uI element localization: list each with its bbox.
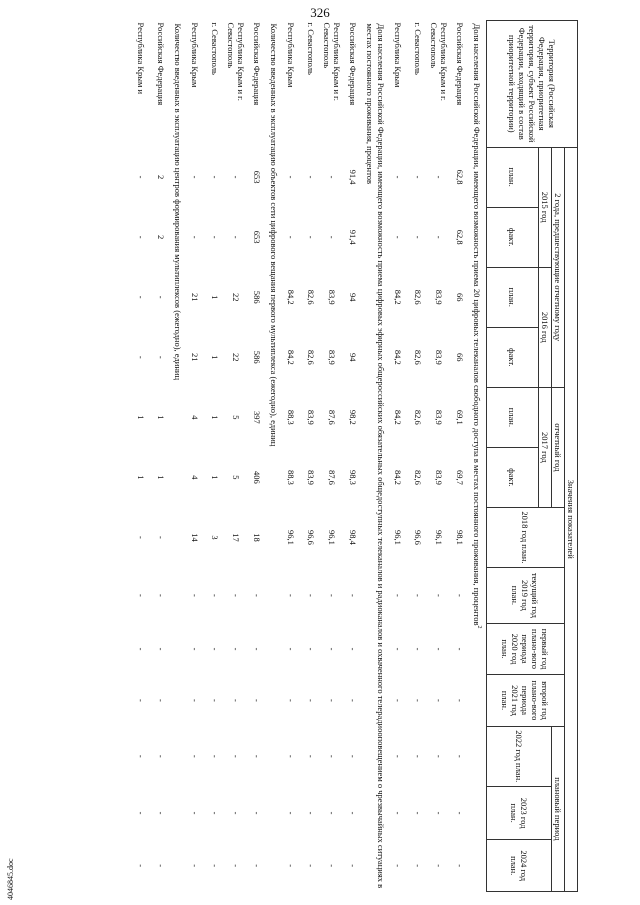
value-cell: - xyxy=(327,235,338,239)
value-cell: - xyxy=(413,235,424,239)
fact-header: факт. xyxy=(487,207,539,267)
value-cell: 1 xyxy=(156,475,167,480)
value-cell: 82,6 xyxy=(413,409,424,425)
territory-cell: Российская Федерация xyxy=(348,22,359,106)
value-cell: - xyxy=(190,699,201,702)
value-cell: - xyxy=(413,175,424,179)
table-row xyxy=(205,21,225,892)
value-cell: 586 xyxy=(252,350,263,364)
value-cell: - xyxy=(252,647,263,651)
section-title-text: Количество введенных в эксплуатацию объектов сети цифрового вещания первого мультиплекса (ежегодно), единиц xyxy=(269,23,280,447)
value-cell: - xyxy=(286,175,297,179)
value-cell: 18 xyxy=(252,533,263,542)
territory-cell: Республика Крым xyxy=(393,22,404,88)
table-row xyxy=(151,21,171,892)
value-cell: - xyxy=(156,864,167,868)
table-body xyxy=(131,21,486,892)
value-cell: - xyxy=(393,699,404,702)
plan-header: план. xyxy=(487,387,539,447)
value-cell: 17 xyxy=(231,533,242,542)
value-cell: - xyxy=(327,699,338,702)
year-2024-header: 2024 год план. xyxy=(487,840,552,892)
value-cell: 69,1 xyxy=(455,409,466,425)
value-cell: - xyxy=(210,235,221,239)
value-cell: - xyxy=(393,647,404,651)
value-cell: - xyxy=(327,175,338,179)
value-cell: 91,4 xyxy=(348,169,359,185)
document-id: 4046845.doc xyxy=(6,858,15,900)
value-cell: 83,9 xyxy=(327,289,338,305)
value-cell: 22 xyxy=(231,292,242,302)
value-cell: 82,6 xyxy=(413,289,424,305)
territory-cell: Республика Крым и г. Севастополь xyxy=(429,22,450,101)
value-cell: 96,1 xyxy=(434,530,445,545)
value-cell: 84,2 xyxy=(286,349,297,365)
value-cell: - xyxy=(348,647,359,651)
value-cell: 96,1 xyxy=(393,530,404,545)
value-cell: 83,9 xyxy=(306,469,317,485)
territory-cell: Российская Федерация xyxy=(156,22,167,106)
value-cell: - xyxy=(434,647,445,651)
value-cell: 1 xyxy=(210,355,221,360)
value-cell: - xyxy=(434,593,445,597)
value-cell: - xyxy=(136,235,147,239)
value-cell: 87,6 xyxy=(327,469,338,485)
value-cell: - xyxy=(136,593,147,597)
value-cell: - xyxy=(231,811,242,815)
territory-cell: Республика Крым и xyxy=(136,22,147,95)
value-cell: - xyxy=(136,295,147,299)
value-cell: - xyxy=(455,754,466,758)
section-title xyxy=(267,21,281,892)
value-cell: - xyxy=(393,811,404,815)
territory-cell: Российская Федерация xyxy=(252,22,263,106)
value-cell: - xyxy=(348,593,359,597)
value-cell: 91,4 xyxy=(348,229,359,245)
value-cell: - xyxy=(455,593,466,597)
value-cell: - xyxy=(252,864,263,868)
table-row xyxy=(281,21,301,892)
value-cell: - xyxy=(210,754,221,758)
value-cell: - xyxy=(286,235,297,239)
value-cell: - xyxy=(348,864,359,868)
value-cell: 4 xyxy=(190,475,201,480)
section-title-row xyxy=(363,21,388,892)
value-cell: - xyxy=(231,699,242,702)
value-cell: - xyxy=(231,593,242,597)
value-cell: - xyxy=(434,864,445,868)
indicators-table xyxy=(131,20,578,892)
table-row xyxy=(185,21,205,892)
value-cell: - xyxy=(327,754,338,758)
plan-header: план. xyxy=(487,267,539,327)
value-cell: - xyxy=(434,699,445,702)
value-cell: 21 xyxy=(190,292,201,302)
value-cell: - xyxy=(455,864,466,868)
value-cell: 84,2 xyxy=(393,409,404,425)
table-header xyxy=(487,21,578,892)
table-row xyxy=(247,21,267,892)
value-cell: 88,3 xyxy=(286,409,297,425)
year-2017-header: 2017 год xyxy=(539,387,552,507)
value-cell: - xyxy=(393,864,404,868)
value-cell: 96,6 xyxy=(306,530,317,545)
value-cell: 406 xyxy=(252,471,263,484)
value-cell: 98,2 xyxy=(348,409,359,425)
value-cell: - xyxy=(210,593,221,597)
value-cell: - xyxy=(455,811,466,815)
value-cell: 84,2 xyxy=(393,349,404,365)
value-cell: 98,3 xyxy=(348,469,359,485)
fact-header: факт. xyxy=(487,327,539,387)
value-cell: 1 xyxy=(210,295,221,300)
territory-cell: Российская Федерация xyxy=(455,22,466,106)
value-cell: - xyxy=(190,593,201,597)
section-title xyxy=(171,21,185,892)
section-title-row xyxy=(470,21,486,892)
year-2023-header: 2023 год план. xyxy=(487,786,552,840)
value-cell: - xyxy=(393,175,404,179)
value-cell: - xyxy=(231,754,242,758)
value-cell: 82,6 xyxy=(413,349,424,365)
value-cell: - xyxy=(434,175,445,179)
value-cell: - xyxy=(136,754,147,758)
value-cell: - xyxy=(156,699,167,702)
report-year-header: отчетный год xyxy=(552,387,565,507)
value-cell: - xyxy=(413,864,424,868)
value-cell: 82,6 xyxy=(413,469,424,485)
section-title-row xyxy=(171,21,185,892)
value-cell: 96,1 xyxy=(286,530,297,545)
value-cell: 4 xyxy=(190,415,201,420)
value-cell: - xyxy=(434,754,445,758)
territory-cell: Республика Крым и г. Севастополь xyxy=(226,22,247,101)
table-row xyxy=(225,21,247,892)
value-cell: - xyxy=(348,811,359,815)
value-cell: 83,9 xyxy=(434,289,445,305)
value-cell: - xyxy=(252,811,263,815)
value-cell: - xyxy=(231,864,242,868)
value-cell: - xyxy=(156,355,167,359)
value-cell: - xyxy=(327,864,338,868)
value-cell: 84,2 xyxy=(393,469,404,485)
value-cell: - xyxy=(252,754,263,758)
value-cell: 83,9 xyxy=(434,409,445,425)
value-cell: 83,9 xyxy=(434,469,445,485)
value-cell: 96,1 xyxy=(327,530,338,545)
values-header: Значения показателей xyxy=(565,147,578,891)
value-cell: - xyxy=(156,811,167,815)
second-plan-year-header: второй год плано-вого периода 2021 год план. xyxy=(487,675,565,726)
value-cell: - xyxy=(156,593,167,597)
value-cell: - xyxy=(286,754,297,758)
value-cell: 98,1 xyxy=(455,530,466,545)
value-cell: - xyxy=(455,699,466,702)
value-cell: - xyxy=(306,593,317,597)
two-years-header: 2 года, предшествующие отчетному году xyxy=(552,147,565,387)
page-number: 326 xyxy=(310,5,330,20)
section-title-text: Доля населения Российской Федерации, имеющего возможность приема цифровых эфирных общероссийских обязательных общедоступных телеканалов и радиоканалов и охваченного телерадиооповещением о чрезвычайных ситуациях в местах постоянного проживания, процентов xyxy=(365,23,387,889)
value-cell: - xyxy=(136,355,147,359)
value-cell: - xyxy=(286,699,297,702)
value-cell: - xyxy=(190,175,201,179)
table-row xyxy=(343,21,363,892)
value-cell: - xyxy=(413,699,424,702)
value-cell: - xyxy=(306,699,317,702)
value-cell: - xyxy=(136,536,147,539)
value-cell: 21 xyxy=(190,353,201,362)
value-cell: - xyxy=(306,175,317,179)
value-cell: - xyxy=(231,175,242,179)
value-cell: - xyxy=(156,295,167,299)
value-cell: - xyxy=(190,811,201,815)
value-cell: - xyxy=(252,593,263,597)
year-2015-header: 2015 год xyxy=(539,147,552,267)
fact-header: факт. xyxy=(487,447,539,507)
territory-cell: Республика Крым xyxy=(286,22,297,88)
footnote-marker: 2 xyxy=(476,625,482,629)
value-cell: - xyxy=(156,754,167,758)
section-title-text: Количество введенных в эксплуатацию центров формирования мультиплексов (ежегодно), единиц xyxy=(173,23,184,380)
value-cell: 397 xyxy=(252,410,263,424)
first-plan-year-header: первый год плано-вого периода 2020 год план. xyxy=(487,623,565,674)
value-cell: - xyxy=(190,235,201,239)
value-cell: 1 xyxy=(136,475,147,480)
value-cell: 3 xyxy=(210,535,221,540)
value-cell: - xyxy=(156,647,167,651)
value-cell: - xyxy=(413,647,424,651)
value-cell: 83,9 xyxy=(327,349,338,365)
territory-header: Территория (Российская Федерация, приоритетная территория, субъект Российской Федерации, входящий в состав приоритетной территории) xyxy=(487,21,578,148)
section-title xyxy=(470,21,486,892)
value-cell: - xyxy=(413,754,424,758)
value-cell: 5 xyxy=(231,475,242,480)
value-cell: - xyxy=(327,647,338,651)
value-cell: - xyxy=(190,864,201,868)
section-title-row xyxy=(267,21,281,892)
value-cell: 5 xyxy=(231,415,242,420)
value-cell: 94 xyxy=(348,353,359,362)
value-cell: - xyxy=(231,235,242,239)
current-year-header: текущий год 2019 год план. xyxy=(487,568,565,624)
year-2022-header: 2022 год план. xyxy=(487,726,552,786)
value-cell: 653 xyxy=(252,170,263,184)
value-cell: - xyxy=(210,864,221,868)
territory-cell: Республика Крым xyxy=(190,22,201,88)
value-cell: - xyxy=(348,754,359,758)
value-cell: 586 xyxy=(252,290,263,304)
plan-period-header: плановый период xyxy=(552,726,565,891)
value-cell: 1 xyxy=(210,415,221,420)
value-cell: 96,6 xyxy=(413,530,424,545)
value-cell: 88,3 xyxy=(286,469,297,485)
value-cell: - xyxy=(136,175,147,179)
value-cell: - xyxy=(434,811,445,815)
value-cell: 66 xyxy=(455,292,466,302)
value-cell: - xyxy=(210,647,221,651)
table-row xyxy=(388,21,408,892)
value-cell: 66 xyxy=(455,353,466,362)
value-cell: 98,4 xyxy=(348,530,359,545)
value-cell: - xyxy=(136,647,147,651)
table-row xyxy=(321,21,343,892)
table-row xyxy=(408,21,428,892)
territory-cell: г. Севастополь xyxy=(306,22,317,75)
table-row xyxy=(428,21,450,892)
value-cell: 1 xyxy=(136,415,147,420)
value-cell: - xyxy=(327,811,338,815)
year-2018-header: 2018 год план. xyxy=(487,507,565,567)
table-row xyxy=(450,21,470,892)
value-cell: 83,9 xyxy=(306,409,317,425)
value-cell: - xyxy=(306,235,317,239)
table-row xyxy=(131,21,151,892)
value-cell: - xyxy=(393,593,404,597)
value-cell: - xyxy=(434,235,445,239)
value-cell: - xyxy=(210,175,221,179)
value-cell: - xyxy=(286,593,297,597)
territory-cell: Республика Крым и г. Севастополь xyxy=(322,22,343,101)
value-cell: - xyxy=(190,647,201,651)
value-cell: - xyxy=(136,699,147,702)
territory-cell: г. Севастополь xyxy=(210,22,221,75)
value-cell: 82,6 xyxy=(306,289,317,305)
value-cell: 62,8 xyxy=(455,169,466,185)
territory-cell: г. Севастополь xyxy=(413,22,424,75)
rotated-table-container xyxy=(68,20,578,892)
value-cell: 1 xyxy=(210,475,221,480)
value-cell: 69,7 xyxy=(455,469,466,485)
value-cell: 653 xyxy=(252,230,263,244)
value-cell: - xyxy=(286,647,297,651)
value-cell: - xyxy=(210,811,221,815)
year-2016-header: 2016 год xyxy=(539,267,552,387)
value-cell: 84,2 xyxy=(286,289,297,305)
value-cell: - xyxy=(306,811,317,815)
value-cell: - xyxy=(286,864,297,868)
value-cell: - xyxy=(156,536,167,539)
value-cell: 2 xyxy=(156,235,167,240)
value-cell: - xyxy=(231,647,242,651)
value-cell: - xyxy=(413,811,424,815)
value-cell: - xyxy=(393,235,404,239)
value-cell: 84,2 xyxy=(393,289,404,305)
value-cell: - xyxy=(286,811,297,815)
value-cell: - xyxy=(190,754,201,758)
value-cell: - xyxy=(393,754,404,758)
value-cell: - xyxy=(210,699,221,702)
value-cell: - xyxy=(306,647,317,651)
value-cell: 2 xyxy=(156,174,167,180)
value-cell: 83,9 xyxy=(434,349,445,365)
section-title xyxy=(363,21,388,892)
value-cell: 14 xyxy=(190,533,201,542)
value-cell: - xyxy=(306,864,317,868)
value-cell: - xyxy=(327,593,338,597)
value-cell: 1 xyxy=(156,415,167,420)
section-title-text: Доля населения Российской Федерации, имеющего возможность приема 20 цифровых телеканалов свободного доступа в местах постоянного проживания, процентов xyxy=(472,23,483,626)
value-cell: - xyxy=(136,864,147,868)
value-cell: - xyxy=(348,699,359,702)
value-cell: 62,8 xyxy=(455,229,466,245)
value-cell: 82,6 xyxy=(306,349,317,365)
value-cell: - xyxy=(252,699,263,702)
value-cell: - xyxy=(306,754,317,758)
value-cell: - xyxy=(413,593,424,597)
value-cell: 87,6 xyxy=(327,409,338,425)
value-cell: - xyxy=(136,811,147,815)
value-cell: 94 xyxy=(348,292,359,302)
value-cell: 22 xyxy=(231,353,242,362)
value-cell: - xyxy=(455,647,466,651)
table-row xyxy=(301,21,321,892)
plan-header: план. xyxy=(487,147,539,207)
